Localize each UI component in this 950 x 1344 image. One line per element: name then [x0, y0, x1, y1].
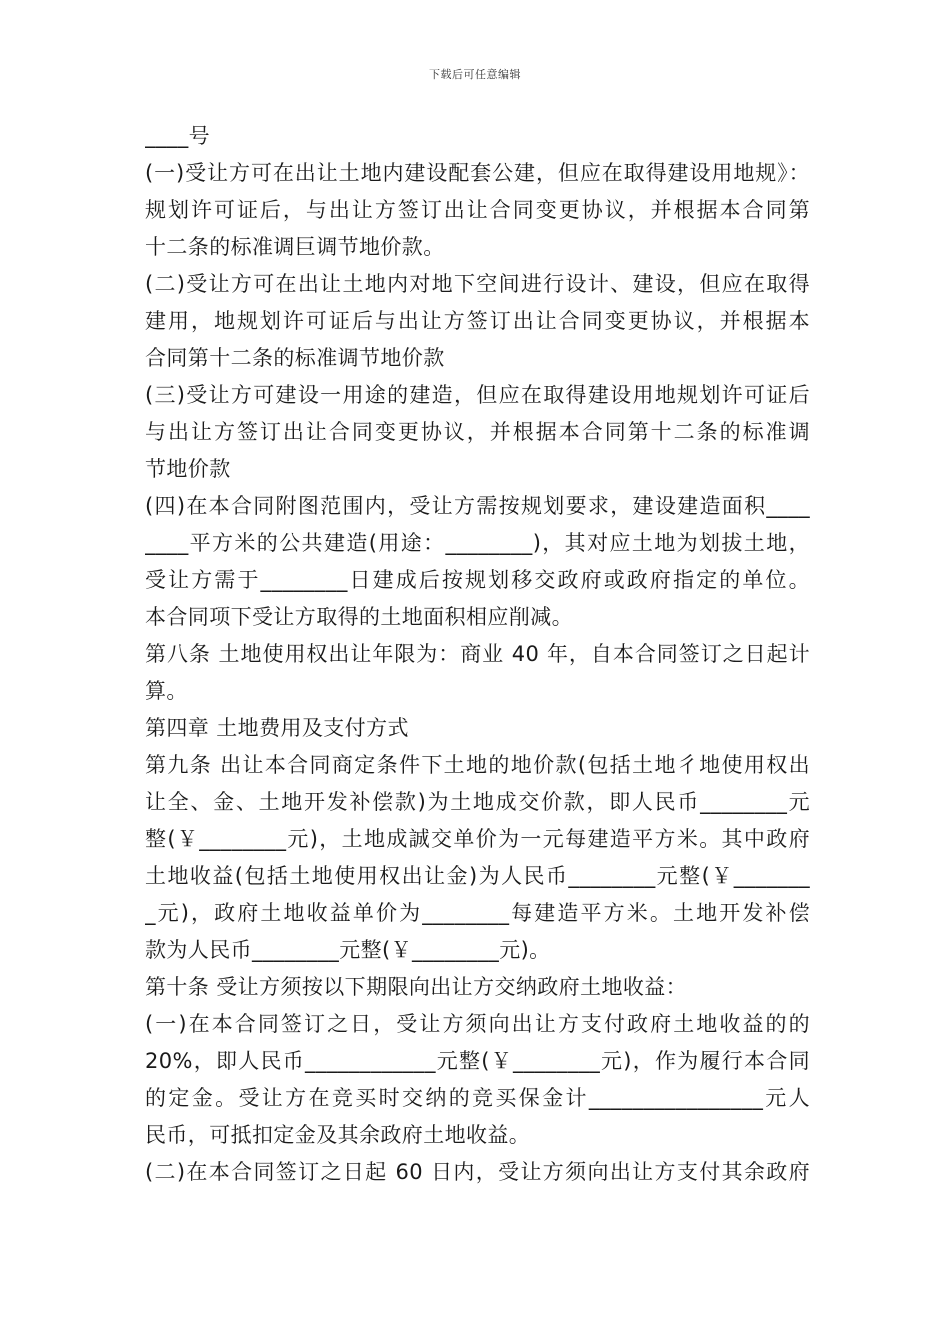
text-line: 第四章 土地费用及支付方式 [145, 716, 409, 740]
text-line: 款为人民币________元整(￥________元)。 [145, 938, 551, 962]
text-line: 民币，可抵扣定金及其余政府土地收益。 [145, 1123, 531, 1147]
page-header: 下载后可任意编辑 [429, 68, 521, 81]
text-line: 合同第十二条的标准调节地价款 [145, 346, 445, 370]
text-line: ____号 [145, 124, 210, 148]
text-line: 与出让方签订出让合同变更协议，并根据本合同第十二条的标准调 [145, 420, 810, 444]
text-line: 第八条 土地使用权出让年限为：商业 40 年，自本合同签订之日起计 [145, 642, 810, 666]
text-line: 建用，地规划许可证后与出让方签订出让合同变更协议，并根据本 [145, 309, 810, 333]
text-line: (二)在本合同签订之日起 60 日内，受让方须向出让方支付其余政府 [145, 1160, 810, 1184]
text-line: 十二条的标准调巨调节地价款。 [145, 235, 445, 259]
text-line: 第九条 出让本合同商定条件下土地的地价款(包括土地彳地使用权出 [145, 753, 810, 777]
text-line: 受让方需于________日建成后按规划移交政府或政府指定的单位。 [145, 568, 810, 592]
text-line: ____平方米的公共建造(用途：________)，其对应土地为划拔土地， [145, 531, 810, 555]
text-line: 节地价款 [145, 457, 231, 481]
text-line: 的定金。受让方在竞买时交纳的竞买保金计________________元人 [145, 1086, 810, 1110]
text-line: 第十条 受让方须按以下期限向出让方交纳政府土地收益： [145, 975, 688, 999]
text-line: _元)，政府土地收益单价为________每建造平方米。土地开发补偿 [145, 901, 810, 925]
text-line: (三)受让方可建设一用途的建造，但应在取得建设用地规划许可证后 [145, 383, 810, 407]
text-line: (四)在本合同附图范围内，受让方需按规划要求，建设建造面积____ [145, 494, 810, 518]
text-line: 整(￥________元)，土地成誠交单价为一元每建造平方米。其中政府 [145, 827, 810, 851]
text-line: 20%，即人民币____________元整(￥________元)，作为履行本合同 [145, 1049, 810, 1073]
text-line: 规划许可证后，与出让方签订出让合同变更协议，并根据本合同第 [145, 198, 810, 222]
text-line: 算。 [145, 679, 188, 703]
text-line: (二)受让方可在出让土地内对地下空间进行设计、建设，但应在取得 [145, 272, 810, 296]
document-body [145, 118, 810, 1191]
text-line: 本合同项下受让方取得的土地面积相应削减。 [145, 605, 573, 629]
text-line: 让全、金、土地开发补偿款)为土地成交价款，即人民币________元 [145, 790, 810, 814]
text-line: (一)受让方可在出让土地内建设配套公建，但应在取得建设用地规》： [145, 161, 810, 185]
text-line: (一)在本合同签订之日，受让方须向出让方支付政府土地收益的的 [145, 1012, 810, 1036]
text-line: 土地收益(包括土地使用权出让金)为人民币________元整(￥_______ [145, 864, 810, 888]
